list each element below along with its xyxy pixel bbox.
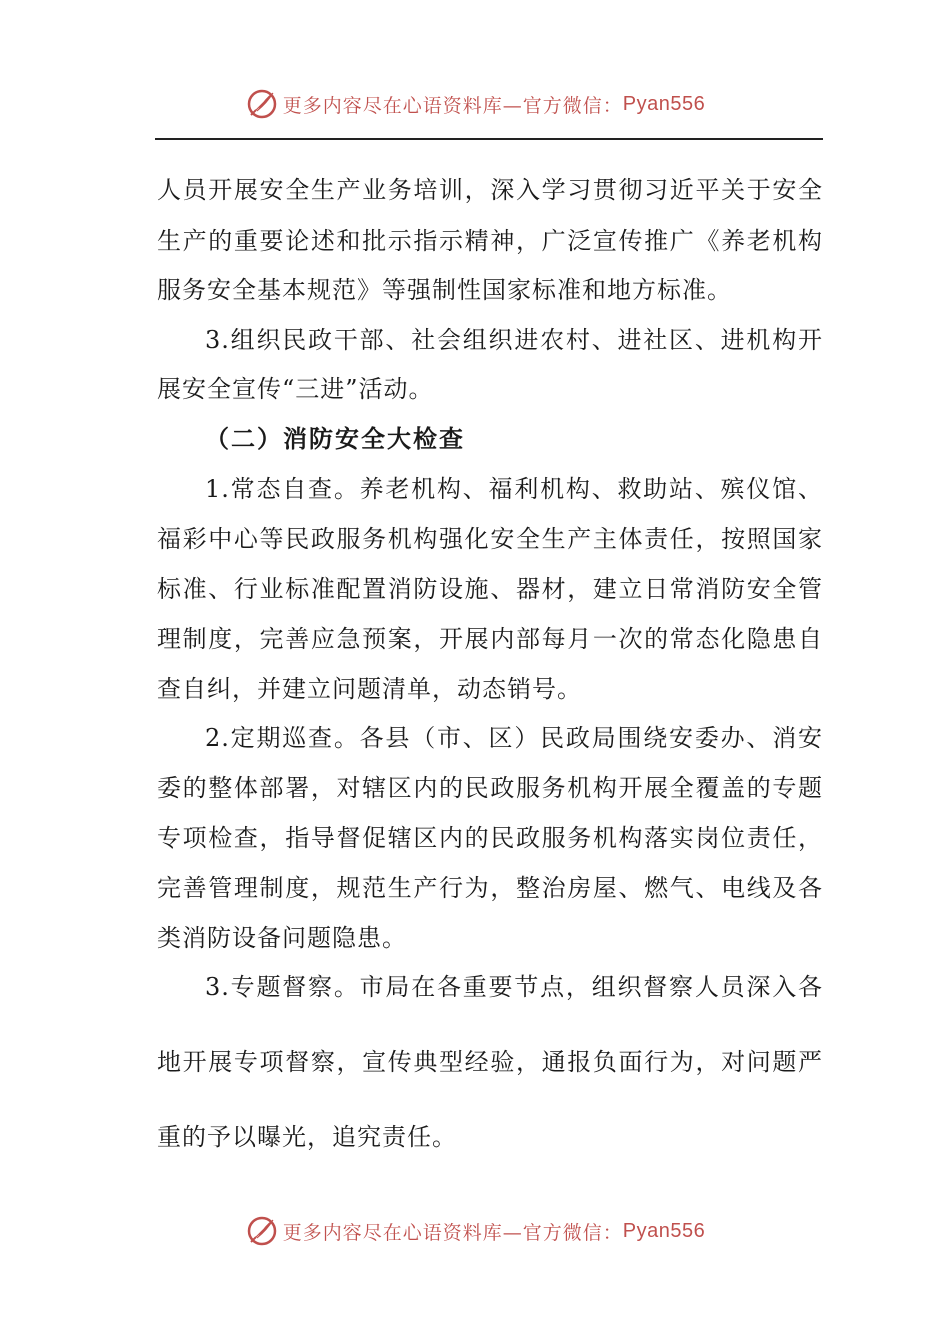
text-line: 3.专题督察。市局在各重要节点，组织督察人员深入各 xyxy=(205,973,823,1001)
text-line: 服务安全基本规范》等强制性国家标准和地方标准。 xyxy=(157,276,732,304)
watermark-wechat-id: Pyan556 xyxy=(622,1219,706,1242)
text-line: 完善管理制度，规范生产行为，整治房屋、燃气、电线及各 xyxy=(157,874,823,902)
text-line: 1.常态自查。养老机构、福利机构、救助站、殡仪馆、 xyxy=(205,475,823,503)
text-line: 3.组织民政干部、社会组织进农村、进社区、进机构开 xyxy=(205,326,823,354)
text-line: 理制度，完善应急预案，开展内部每月一次的常态化隐患自 xyxy=(157,625,823,653)
text-line: 专项检查，指导督促辖区内的民政服务机构落实岗位责任， xyxy=(157,824,823,852)
footer-watermark xyxy=(0,1211,950,1251)
text-line: 人员开展安全生产业务培训，深入学习贯彻习近平关于安全 xyxy=(157,176,823,204)
text-line: 2.定期巡查。各县（市、区）民政局围绕安委办、消安 xyxy=(205,724,823,752)
text-line: 标准、行业标准配置消防设施、器材，建立日常消防安全管 xyxy=(157,575,823,603)
text-line: 查自纠，并建立问题清单，动态销号。 xyxy=(157,675,582,703)
text-line: 展安全宣传“三进”活动。 xyxy=(157,375,434,403)
text-line: 重的予以曝光，追究责任。 xyxy=(157,1123,457,1151)
quill-logo-icon xyxy=(245,1214,279,1248)
text-line: 委的整体部署，对辖区内的民政服务机构开展全覆盖的专题 xyxy=(157,774,823,802)
text-line: 生产的重要论述和批示指示精神，广泛宣传推广《养老机构 xyxy=(157,227,823,255)
quill-logo-icon xyxy=(245,87,279,121)
text-line: 地开展专项督察，宣传典型经验，通报负面行为，对问题严 xyxy=(157,1048,823,1076)
section-heading: （二）消防安全大检查 xyxy=(205,424,465,453)
header-watermark xyxy=(0,84,950,124)
watermark-wechat-id: Pyan556 xyxy=(622,92,706,115)
watermark-text: 更多内容尽在心语资料库—官方微信： xyxy=(282,94,623,117)
watermark-text: 更多内容尽在心语资料库—官方微信： xyxy=(282,1221,623,1244)
text-line: 福彩中心等民政服务机构强化安全生产主体责任，按照国家 xyxy=(157,525,823,553)
text-line: 类消防设备问题隐患。 xyxy=(157,924,407,952)
header-divider xyxy=(155,138,823,140)
